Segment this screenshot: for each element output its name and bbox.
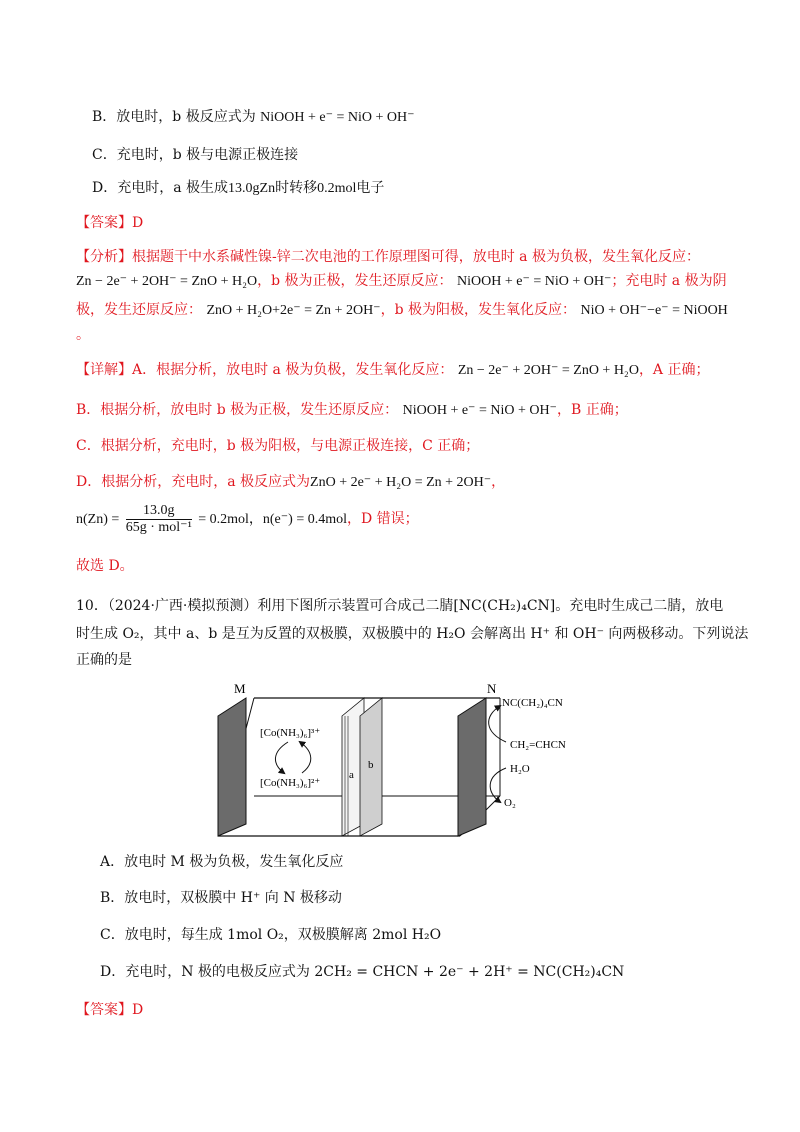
formula: ZnO + H₂O+2e⁻ = Zn + 2OH⁻ <box>206 303 381 318</box>
q10-line-1 <box>76 596 723 616</box>
detail-a <box>76 360 710 381</box>
electrode-m <box>218 698 246 836</box>
analysis-line-4 <box>76 325 90 345</box>
reactant-acrylonitrile: CH₂=CHCN <box>510 739 566 751</box>
detail-text: ，A 正确； <box>638 362 710 378</box>
formula: NiOOH + e⁻ = NiO + OH⁻ <box>457 274 612 289</box>
answer-value: D <box>132 215 144 231</box>
analysis-text: 极，发生还原反应： <box>76 302 202 318</box>
option-text-2: 时转移 <box>275 180 318 196</box>
option-text: 充电时，a 极生成 <box>117 180 229 196</box>
detail-text: D．根据分析，充电时，a 极反应式为 <box>76 474 311 490</box>
analysis-text: ，b 极为正极，发生还原反应： <box>257 273 453 289</box>
fraction-numerator: 13.0g <box>126 503 192 520</box>
q10-text: 时生成 O₂，其中 a、b 是互为反置的双极膜，双极膜中的 H₂O 会解离出 H⁺ 和 OH⁻ 向两极移动。下列说法 <box>76 626 749 642</box>
fraction <box>126 503 192 536</box>
analysis-line-3 <box>76 300 728 321</box>
option-label: D． <box>92 180 118 196</box>
label-a: a <box>349 769 354 781</box>
option-label: B． <box>92 109 117 125</box>
analysis-text: 根据题干中水系碱性镍-锌二次电池的工作原理图可得，放电时 a 极为负极，发生氧化反应： <box>132 249 700 265</box>
detail-text: ，B 正确； <box>556 402 628 418</box>
cobalt-ii-label: [Co(NH₃)₆]²⁺ <box>260 777 321 789</box>
detail-b <box>76 400 628 421</box>
formula: NiOOH + e⁻ = NiO + OH⁻ <box>260 110 415 125</box>
analysis-text: 。 <box>76 327 90 343</box>
option-b-q9 <box>92 107 415 128</box>
option-text: 充电时，b 极与电源正极连接 <box>116 147 299 163</box>
option-c-q10 <box>100 925 441 945</box>
detail-d <box>76 472 505 493</box>
detail-text: C．根据分析，充电时，b 极为阳极，与电源正极连接，C 正确； <box>76 438 480 454</box>
formula: Zn − 2e⁻ + 2OH⁻ = ZnO + H₂O <box>76 274 258 289</box>
analysis-line-1 <box>76 247 700 267</box>
analysis-line-2 <box>76 271 727 292</box>
answer-9 <box>76 213 143 233</box>
q10-text: 10．（2024·广西·模拟预测）利用下图所示装置可合成己二腈[NC(CH₂)₄CN]。充电时生成己二腈，放电 <box>76 598 724 614</box>
option-a-q10 <box>100 852 343 872</box>
option-text: C．放电时，每生成 1mol O₂，双极膜解离 2mol H₂O <box>100 927 442 943</box>
answer-value: D <box>132 1002 144 1018</box>
reactant-water: H₂O <box>510 763 530 775</box>
option-d-q10 <box>100 962 624 982</box>
label-m: M <box>234 681 246 696</box>
option-text: 放电时，b 极反应式为 <box>116 109 256 125</box>
product-adiponitrile: NC(CH₂)₄CN <box>502 697 563 709</box>
option-b-q10 <box>100 888 342 908</box>
analysis-text: ，b 极为阳极，发生氧化反应： <box>380 302 576 318</box>
detail-text: B．根据分析，放电时 b 极为正极，发生还原反应： <box>76 402 399 418</box>
formula: ZnO + 2e⁻ + H₂O = Zn + 2OH⁻ <box>310 475 492 490</box>
label-n: N <box>487 681 497 696</box>
detail-text: ，D 错误； <box>347 511 419 527</box>
detail-text: 故选 D。 <box>76 558 134 574</box>
option-text-3: 电子 <box>356 180 385 196</box>
option-d-q9 <box>92 178 384 199</box>
answer-tag: 【答案】 <box>76 215 132 231</box>
formula: 13.0gZn <box>228 181 276 196</box>
detail-tag: 【详解】 <box>76 362 132 378</box>
electrode-n <box>458 698 486 836</box>
formula-2: 0.2mol <box>317 181 357 196</box>
detail-c <box>76 436 479 456</box>
electrolysis-apparatus-diagram <box>210 676 600 846</box>
option-c-q9 <box>92 145 298 165</box>
option-label: C． <box>92 147 117 163</box>
q10-line-2 <box>76 624 748 644</box>
q10-line-3 <box>76 650 132 670</box>
detail-text: A．根据分析，放电时 a 极为负极，发生氧化反应： <box>132 362 454 378</box>
analysis-text: ；充电时 a 极为阴 <box>611 273 727 289</box>
q10-text: 正确的是 <box>76 652 132 668</box>
cobalt-iii-label: [Co(NH₃)₆]³⁺ <box>260 727 321 739</box>
detail-choose <box>76 556 134 576</box>
formula: NiOOH + e⁻ = NiO + OH⁻ <box>402 403 557 418</box>
formula-result: = 0.2mol，n(e⁻) = 0.4mol <box>198 512 347 527</box>
formula: Zn − 2e⁻ + 2OH⁻ = ZnO + H₂O <box>457 363 639 378</box>
option-text: A．放电时 M 极为负极，发生氧化反应 <box>100 854 344 870</box>
detail-e <box>76 502 419 537</box>
formula: NiO + OH⁻−e⁻ = NiOOH <box>580 303 728 318</box>
answer-10 <box>76 1000 143 1020</box>
formula-n-zn: n(Zn) = <box>76 512 120 527</box>
answer-tag: 【答案】 <box>76 1002 132 1018</box>
fraction-denominator: 65g · mol⁻¹ <box>125 519 192 535</box>
option-text: D．充电时，N 极的电极反应式为 2CH₂ = CHCN + 2e⁻ + 2H⁺ = NC(CH₂)₄CN <box>100 964 625 980</box>
product-oxygen: O₂ <box>504 797 516 809</box>
analysis-tag: 【分析】 <box>76 249 132 265</box>
detail-text: ， <box>491 474 506 490</box>
option-text: B．放电时，双极膜中 H⁺ 向 N 极移动 <box>100 890 342 906</box>
label-b: b <box>368 759 374 771</box>
